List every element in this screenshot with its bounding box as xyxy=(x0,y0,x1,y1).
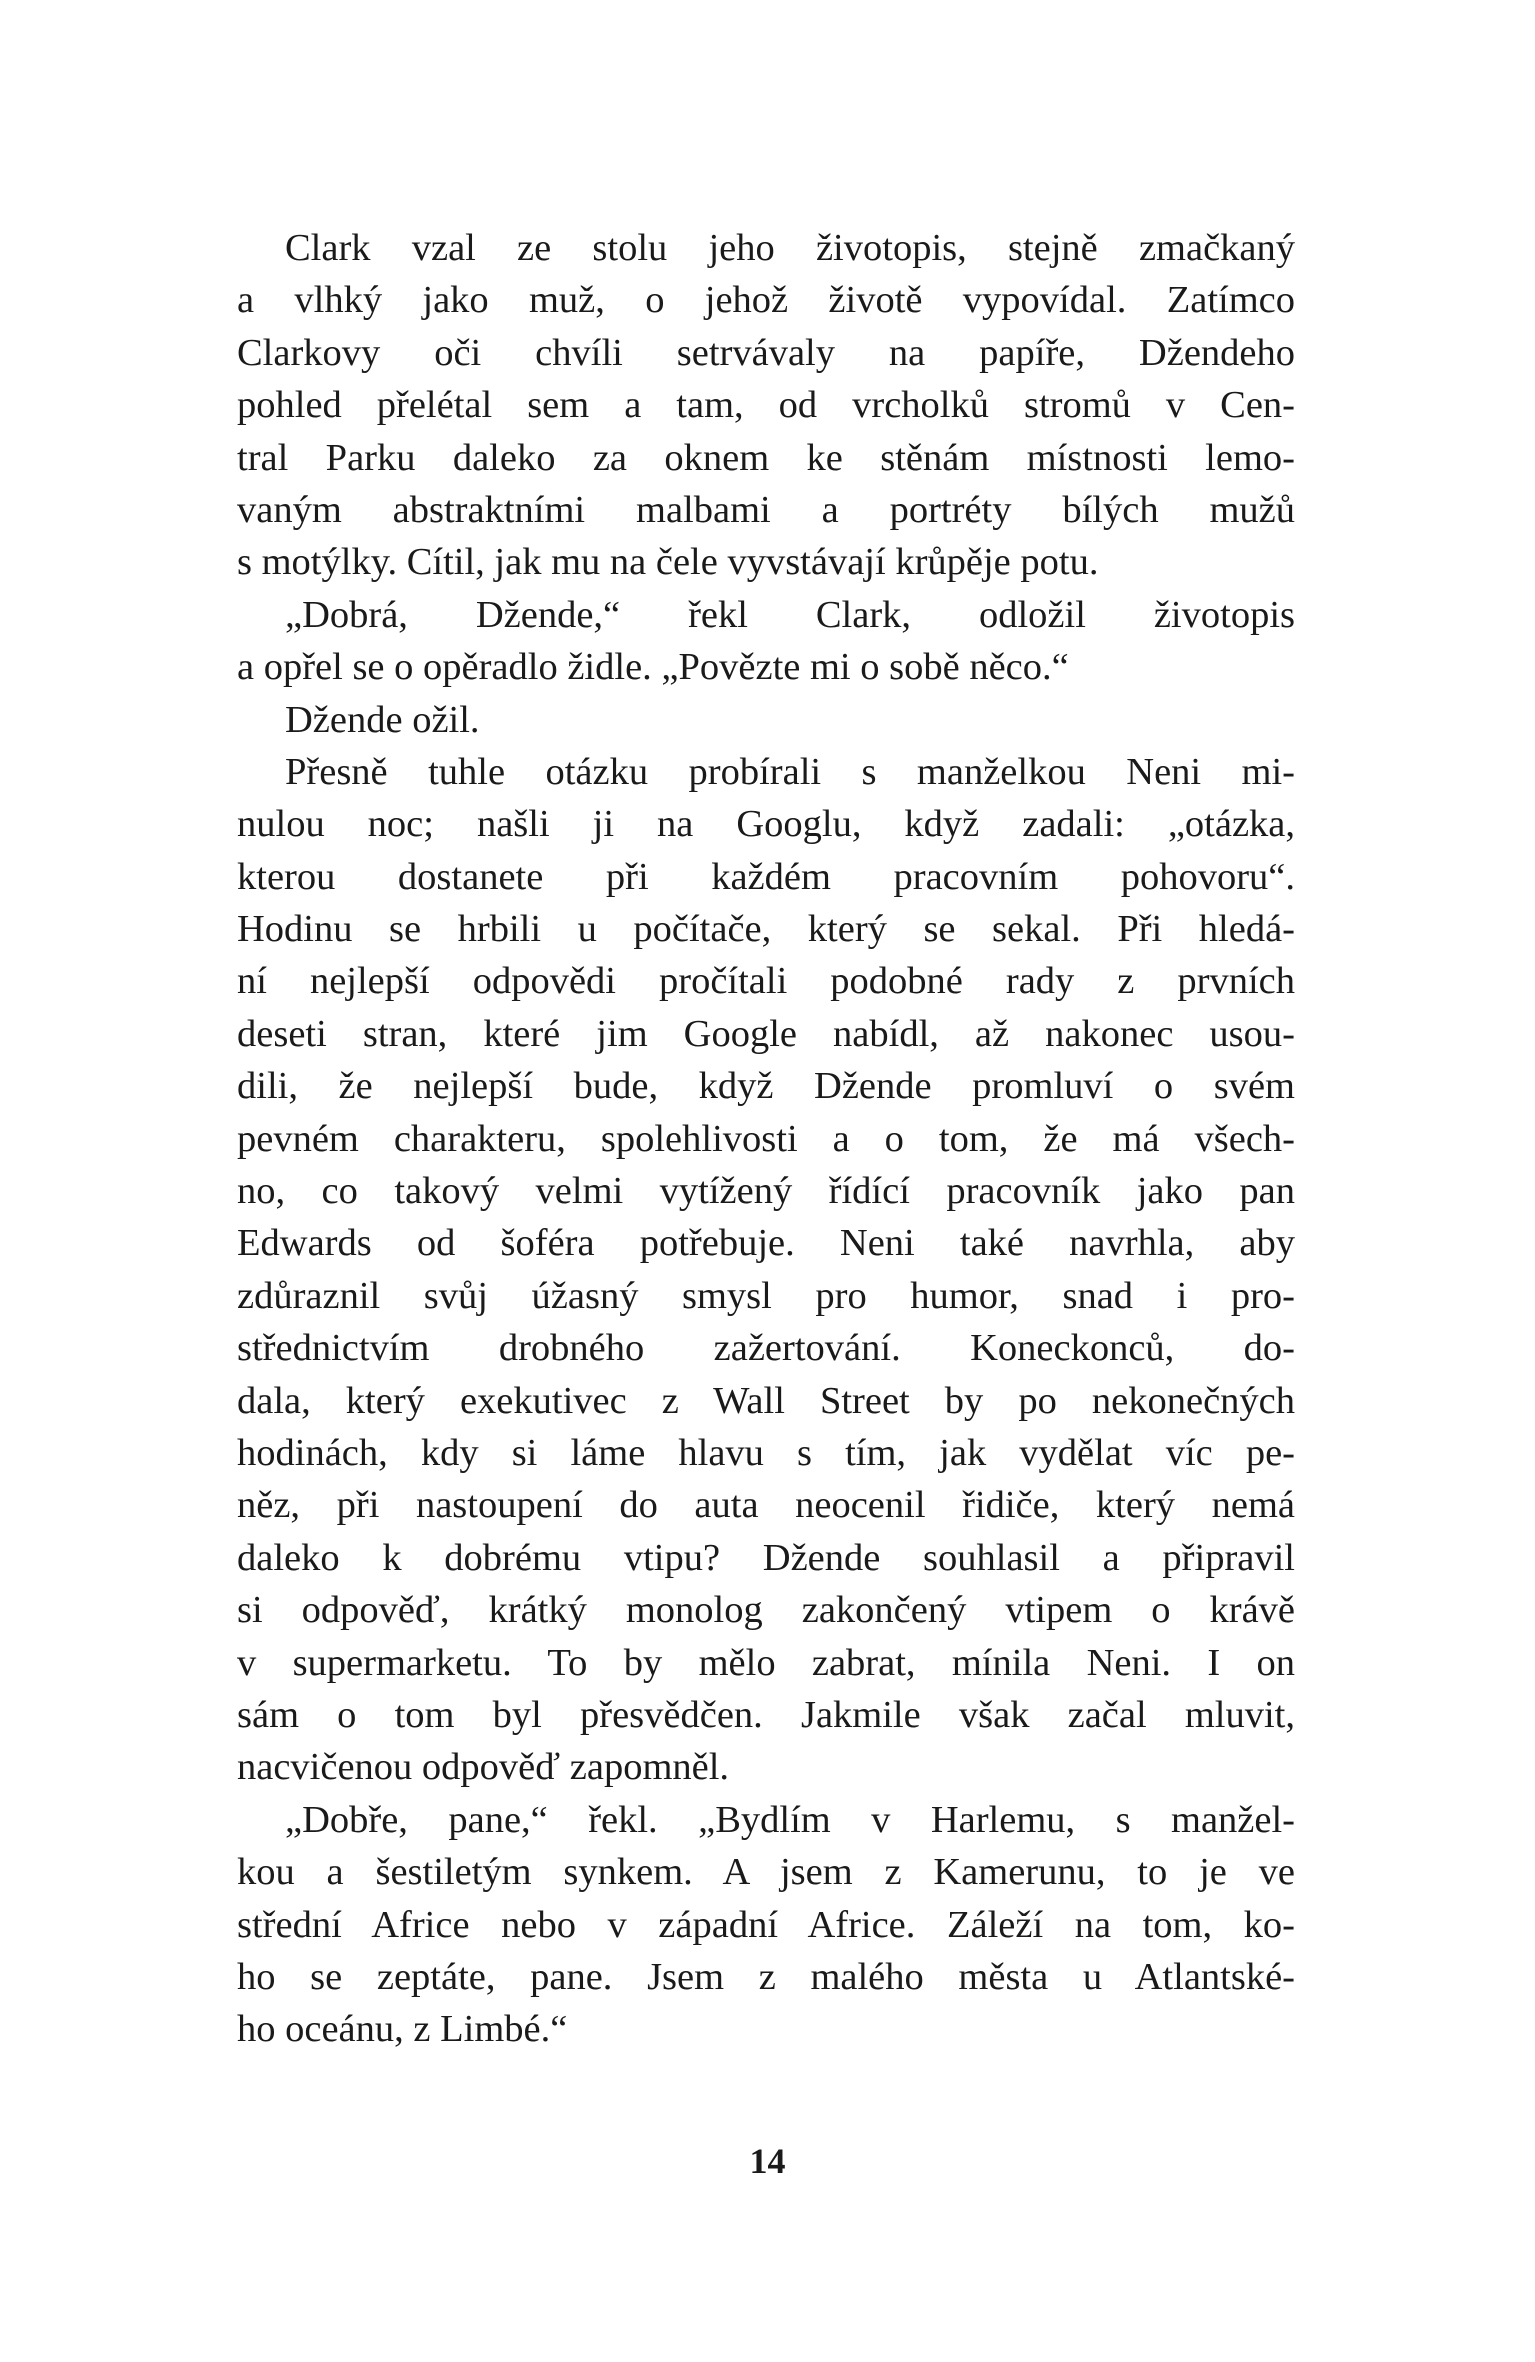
text-line: dala, který exekutivec z Wall Street by po nekonečných xyxy=(237,1379,1295,1422)
text-line: pevném charakteru, spolehlivosti a o tom, že má všech- xyxy=(237,1117,1295,1160)
text-line: si odpověď, krátký monolog zakončený vtipem o krávě xyxy=(237,1589,1295,1632)
text-line: kou a šestiletým synkem. A jsem z Kamerunu, to je ve xyxy=(237,1851,1295,1894)
text-line: hodinách, kdy si láme hlavu s tím, jak vydělat víc pe- xyxy=(237,1431,1295,1474)
text-line: v supermarketu. To by mělo zabrat, mínila Neni. I on xyxy=(237,1641,1295,1684)
text-line: no, co takový velmi vytížený řídící pracovník jako pan xyxy=(237,1170,1295,1213)
text-line: ho oceánu, z Limbé.“ xyxy=(237,2008,568,2051)
text-line: střednictvím drobného zažertování. Koneckonců, do- xyxy=(237,1327,1295,1370)
text-line: dili, že nejlepší bude, když Džende promluví o svém xyxy=(237,1065,1295,1108)
paragraph-4 xyxy=(237,746,1295,1794)
text-line: Hodinu se hrbili u počítače, který se sekal. Při hledá- xyxy=(237,908,1295,951)
text-line: sám o tom byl přesvědčen. Jakmile však začal mluvit, xyxy=(237,1693,1295,1736)
text-line: ho se zeptáte, pane. Jsem z malého města u Atlantské- xyxy=(237,1955,1295,1998)
paragraph-1 xyxy=(237,222,1295,589)
text-line: daleko k dobrému vtipu? Džende souhlasil a připravil xyxy=(237,1536,1295,1579)
body-text xyxy=(237,222,1295,2056)
text-line: nacvičenou odpověď zapomněl. xyxy=(237,1746,730,1789)
text-line: deseti stran, které jim Google nabídl, až nakonec usou- xyxy=(237,1012,1295,1055)
text-line: kterou dostanete při každém pracovním pohovoru“. xyxy=(237,855,1295,898)
text-line: střední Africe nebo v západní Africe. Záleží na tom, ko- xyxy=(237,1903,1295,1946)
text-line: Clarkovy oči chvíli setrvávaly na papíře, Džendeho xyxy=(237,331,1295,374)
text-line: tral Parku daleko za oknem ke stěnám místnosti lemo- xyxy=(237,436,1295,479)
text-line: „Dobrá, Džende,“ řekl Clark, odložil životopis xyxy=(285,593,1295,636)
text-line: něz, při nastoupení do auta neocenil řidiče, který nemá xyxy=(237,1484,1295,1527)
text-line: vaným abstraktními malbami a portréty bílých mužů xyxy=(237,488,1295,531)
text-line: s motýlky. Cítil, jak mu na čele vyvstávají krůpěje potu. xyxy=(237,541,1099,584)
paragraph-3 xyxy=(237,694,1295,746)
text-line: nulou noc; našli ji na Googlu, když zadali: „otázka, xyxy=(237,803,1295,846)
text-line: Přesně tuhle otázku probírali s manželkou Neni mi- xyxy=(285,750,1295,793)
page-number: 14 xyxy=(749,2141,786,2181)
text-line: Clark vzal ze stolu jeho životopis, stejně zmačkaný xyxy=(285,227,1295,269)
text-line: zdůraznil svůj úžasný smysl pro humor, snad i pro- xyxy=(237,1274,1295,1317)
text-line: „Dobře, pane,“ řekl. „Bydlím v Harlemu, s manžel- xyxy=(285,1798,1295,1841)
text-line: Edwards od šoféra potřebuje. Neni také navrhla, aby xyxy=(237,1222,1295,1265)
text-line: a opřel se o opěradlo židle. „Povězte mi o sobě něco.“ xyxy=(237,646,1069,689)
text-line: a vlhký jako muž, o jehož životě vypovídal. Zatímco xyxy=(237,279,1295,322)
text-line: ní nejlepší odpovědi pročítali podobné rady z prvních xyxy=(237,960,1295,1003)
text-line: Džende ožil. xyxy=(285,698,480,741)
paragraph-2 xyxy=(237,589,1295,694)
text-line: pohled přelétal sem a tam, od vrcholků stromů v Cen- xyxy=(237,384,1295,427)
paragraph-5 xyxy=(237,1794,1295,2056)
